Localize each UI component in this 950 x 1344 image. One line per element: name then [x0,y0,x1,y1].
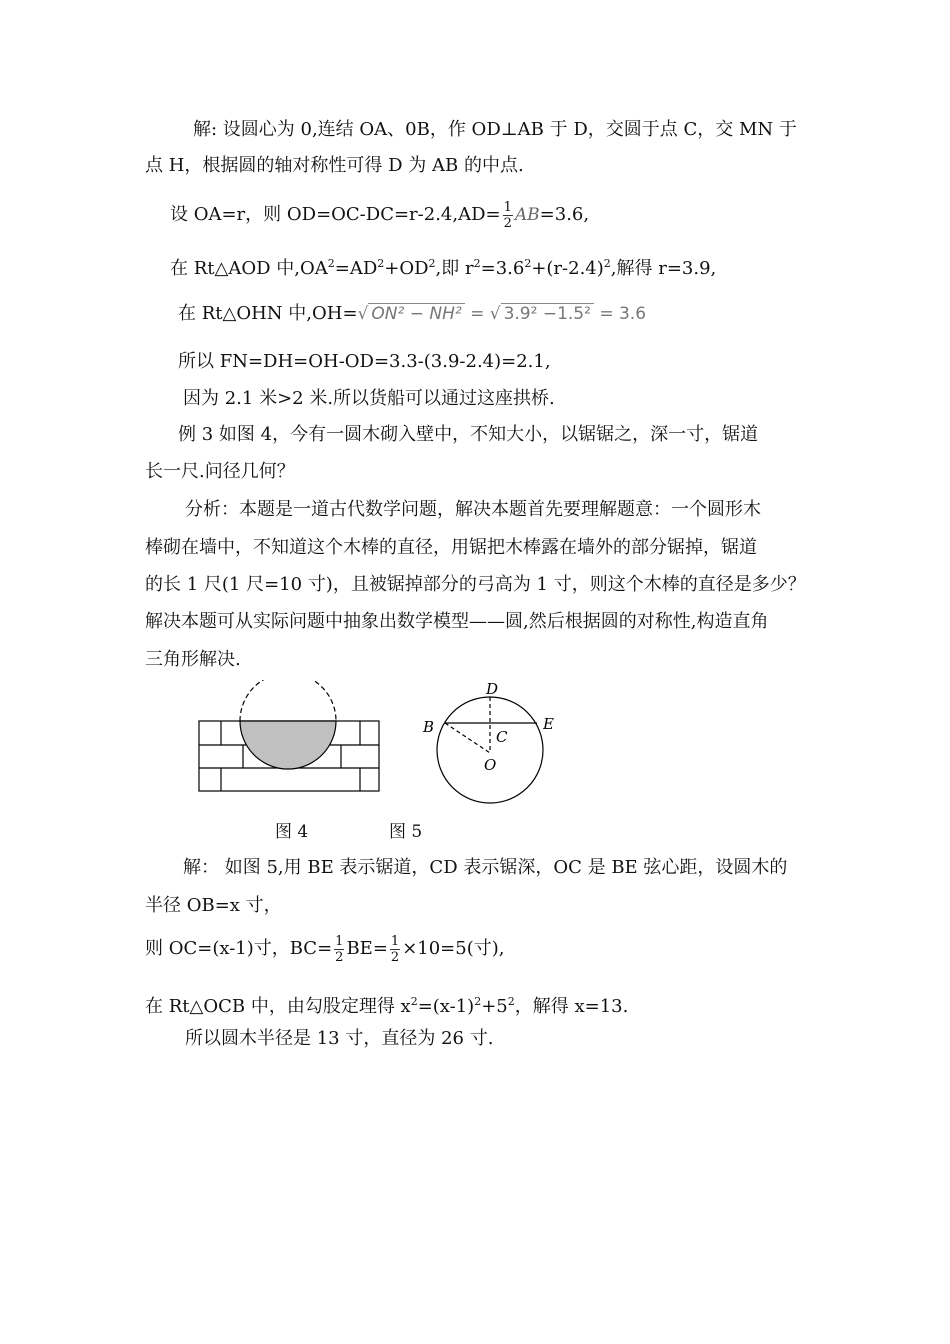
superscript: 2 [603,257,611,270]
eq-part: =AD [334,258,378,279]
eq-part: ×10=5(寸), [402,938,505,959]
fraction-denominator: 2 [503,215,512,231]
equals-sign: = [464,304,490,324]
analysis-line1: 分析：本题是一道古代数学问题，解决本题首先要理解题意：一个圆形木 [185,499,761,520]
figures [0,680,950,840]
fraction-numerator: 1 [335,933,344,949]
solution1-line3 [170,198,589,232]
solution1-line6: 所以 FN=DH=OH-OD=3.3-(3.9-2.4)=2.1, [178,351,551,372]
superscript: 2 [473,257,481,270]
log-embedded-part [240,721,336,769]
result: = 3.6 [593,304,647,324]
figure-4-caption: 图 4 [275,822,309,842]
fraction-numerator: 1 [390,933,400,949]
solution2-line5: 所以圆木半径是 13 寸，直径为 26 寸. [185,1028,494,1049]
solution1-line3-end: =3.6, [539,204,590,225]
superscript: 2 [474,995,482,1008]
superscript: 2 [507,995,515,1008]
solution2-line3 [145,932,504,966]
label-d: D [486,680,499,698]
eq-part: 在 Rt△OCB 中，由勾股定理得 x [145,996,411,1017]
solution1-line4 [170,252,716,281]
eq-part: 则 OC=(x-1)寸，BC= [145,938,333,959]
eq-part: BE= [346,938,388,959]
solution1-line5 [178,294,646,334]
eq-part: +OD [384,258,429,279]
eq-part: ,即 r [435,258,474,279]
fraction-half [503,200,513,231]
sqrt-expression-2: √ 3.9² −1.5² [490,303,594,324]
solution1-line1: 解: 设圆心为 0,连结 OA、0B，作 OD⊥AB 于 D，交圆于点 C，交 MN 于 [193,119,797,140]
segment-ab: AB [514,205,540,225]
label-c: C [496,728,508,746]
analysis-line3: 的长 1 尺(1 尺=10 寸)，且被锯掉部分的弓高为 1 寸，则这个木棒的直径是多少？ [145,574,806,595]
eq-part: 在 Rt△AOD 中,OA [170,258,328,279]
label-e: E [543,715,554,733]
sqrt-expression-1: √ ON² − NH² [358,303,465,324]
superscript: 2 [377,257,385,270]
label-o: O [484,756,497,774]
eq-part: 在 Rt△OHN 中,OH= [178,303,358,324]
eq-part: +(r-2.4) [531,258,604,279]
fraction-denominator: 2 [335,949,344,965]
example3-line2: 长一尺.问径几何？ [145,461,295,482]
analysis-line5: 三角形解决. [145,649,241,670]
fraction-half [334,934,344,965]
eq-part: ，解得 x=13. [514,996,629,1017]
solution1-line2: 点 H，根据圆的轴对称性可得 D 为 AB 的中点. [145,155,524,176]
solution2-line2: 半径 OB=x 寸， [145,895,282,916]
solution2-line4 [145,990,628,1019]
fraction-half [390,934,400,965]
superscript: 2 [410,995,418,1008]
example3-line1: 例 3 如图 4，今有一圆木砌入壁中，不知大小，以锯锯之，深一寸，锯道 [178,424,759,445]
eq-part: +5 [481,996,508,1017]
superscript: 2 [428,257,436,270]
eq-part: =3.6 [480,258,525,279]
solution1-line7: 因为 2.1 米>2 米.所以货船可以通过这座拱桥. [183,388,555,409]
segment-ob [445,723,490,753]
figure-4 [199,680,379,791]
superscript: 2 [327,257,335,270]
figure-5-caption: 图 5 [389,822,423,842]
fraction-denominator: 2 [390,949,400,965]
solution1-line3-text: 设 OA=r，则 OD=OC-DC=r-2.4,AD= [170,204,501,225]
analysis-line4: 解决本题可从实际问题中抽象出数学模型——圆,然后根据圆的对称性,构造直角 [145,611,769,632]
radicand: ON² − NH² [368,303,464,324]
radicand: 3.9² −1.5² [501,303,594,324]
label-b: B [423,718,435,736]
analysis-line2: 棒砌在墙中，不知道这个木棒的直径，用锯把木棒露在墙外的部分锯掉，锯道 [145,537,757,558]
superscript: 2 [524,257,532,270]
eq-part: ,解得 r=3.9, [610,258,717,279]
solution2-line1: 解： 如图 5,用 BE 表示锯道，CD 表示锯深，OC 是 BE 弦心距，设圆木的 [183,857,788,878]
log-cut-part [240,680,336,721]
fraction-numerator: 1 [503,199,512,215]
eq-part: =(x-1) [417,996,475,1017]
figure-5 [437,697,543,803]
